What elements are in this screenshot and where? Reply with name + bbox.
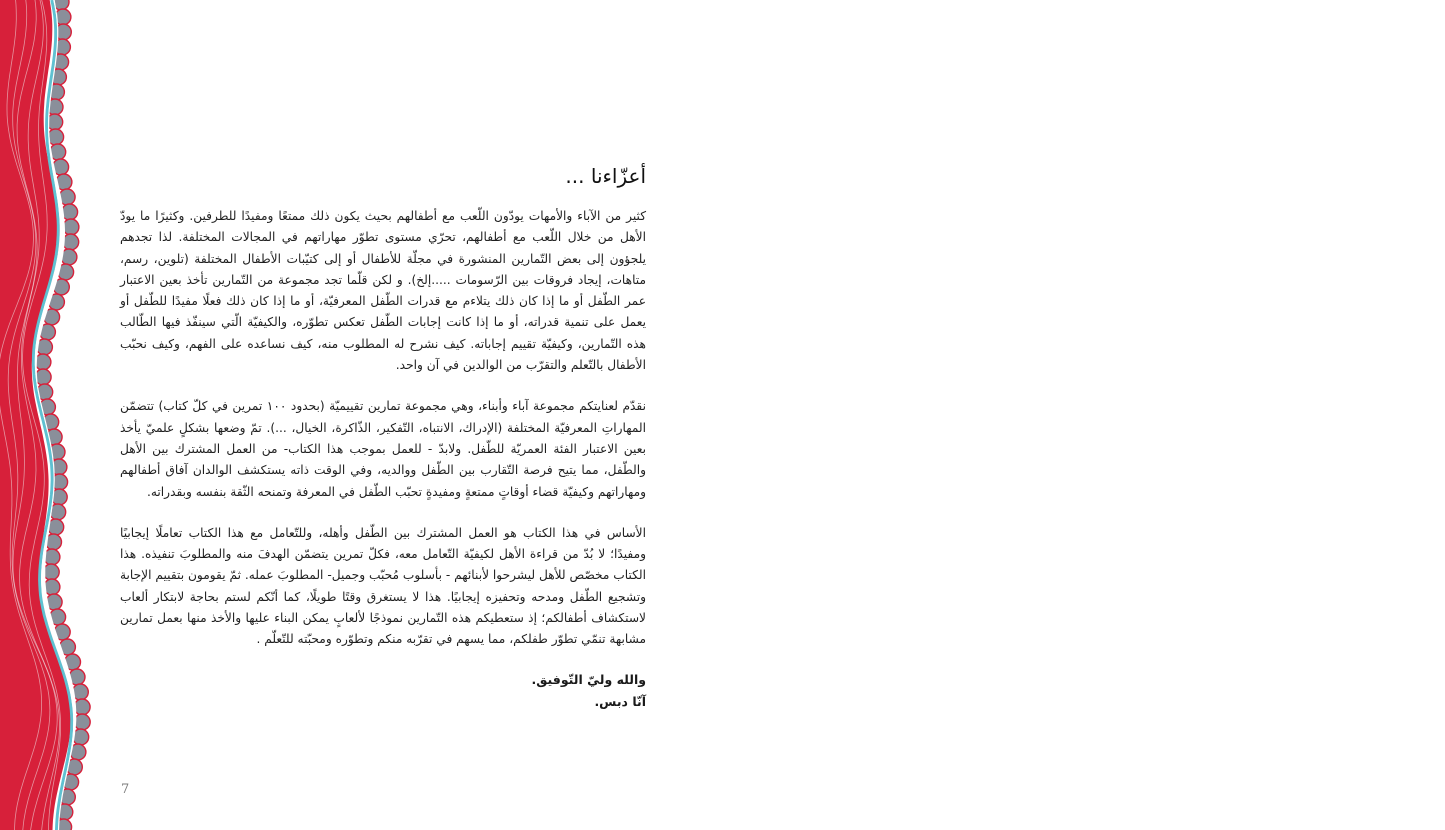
scallop-bead <box>43 564 59 580</box>
body-paragraph-1: كثير من الآباء والأمهات يودّون اللّعب مع أطفالهم بحيث يكون ذلك ممتعًا ومفيدًا للطرفين. وكثيرًا ما يودّ الأهل من خلال اللّعب مع أطفالهم، تحرّي مستوى تطوّر مهاراتهم في المجالات المختلفة. لذا تجدهم يلجؤون إلى بعض التّمارين المنشورة في مجلّة للأطفال أو إلى كتيّبات الأطفال المختلفة (تلوين، رسم، متاهات، إيجاد فروقات بين الرّسومات .....إلخ). و لكن قلّما تجد مجموعة من التّمارين تأخذ بعين الاعتبار عمر الطّفل أو ما إذا كان ذلك يتلاءم مع قدرات الطّفل المعرفيّة، أو ما إذا كان ذلك فعلًا مفيدًا للطّفل أو يعمل على تنمية قدراته، أو ما إذا كانت إجابات الطّفل تعكس تطوّره، والكيفيّة الّتي سينفّذ فيها الطّالب هذه التّمارين، وكيفيّة تقييم إجاباته. كيف نشرح له المطلوب منه، كيف نساعده على الفهم، وكيف نحبّب الأطفال بالتّعلم والتقرّب من الوالدين في آن واحد. <box>120 209 646 373</box>
scallop-bead <box>63 234 79 250</box>
author-signature: آنّا دبس. <box>594 693 646 709</box>
decorative-wave-border <box>0 0 110 830</box>
scallop-bead <box>74 714 90 730</box>
scallop-bead <box>63 219 79 235</box>
intro-letter <box>120 160 646 713</box>
page-title: أعزّاءنا ... <box>565 164 646 188</box>
body-paragraph-2: نقدّم لعنايتكم مجموعة آباء وأبناء، وهي مجموعة تمارين تقييميّة (بحدود ١٠٠ تمرين في كلّ كتاب) تتضمّن المهاراتِ المعرفيّة المختلفة (الإدراك، الانتباه، التّفكير، الذّاكرة، الخيال، ...). تمّ وضعها بشكلٍ علميّ يأخذ بعين الاعتبار الفئة العمريّة للطّفل. ولابدّ - للعمل بموجب هذا الكتاب- من العمل المشترك بين الأهل والطّفل، مما يتيح فرصة التّقارب بين الطّفل ووالديه، وفي الوقت ذاته يستكشف الوالدان آفاق أطفالهم ومهاراتهم وكيفيّة قضاء أوقاتٍ ممتعةٍ ومفيدةٍ تحبّب الطّفل في المعرفة وتمنحه الثّقة بنفسه وبقدراته. <box>120 399 646 499</box>
page-number: 7 <box>121 782 130 797</box>
scallop-bead <box>35 354 51 370</box>
scallop-bead <box>74 699 90 715</box>
body-paragraph-3: الأساس في هذا الكتاب هو العمل المشترك بين الطّفل وأهله، وللتّعامل مع هذا الكتاب تعاملًا إيجابيًا ومفيدًا؛ لا بُدّ من قراءة الأهل لكيفيّة التّعامل معه، فكلّ تمرين يتضمّن الهدفَ منه والمطلوبَ تنفيذه. هذا الكتاب مخصّص للأهل ليشرحوا لأبنائهم - بأسلوب مُحبّب وجميل- المطلوبَ عمله. ثمّ يقومون بتقييم الإجابة وتشجيع الطّفل ومدحه وتحفيزه إيجابيًا. هذا لا يستغرق وقتًا طويلًا، كما أنّكم لستم بحاجة لابتكار ألعاب لاستكشاف أطفالكم؛ إذ ستعطيكم هذه التّمارين نموذجًا لألعابٍ يمكن البناء عليها والأخذ منها بعمل تمارين مشابهة تنمّي تطوّر طفلكم، مما يسهم في تقرّبه منكم وتطوّره ومحبّته للتّعلّم . <box>120 525 646 647</box>
closing-wish: والله وليّ التّوفيق. <box>531 671 646 687</box>
